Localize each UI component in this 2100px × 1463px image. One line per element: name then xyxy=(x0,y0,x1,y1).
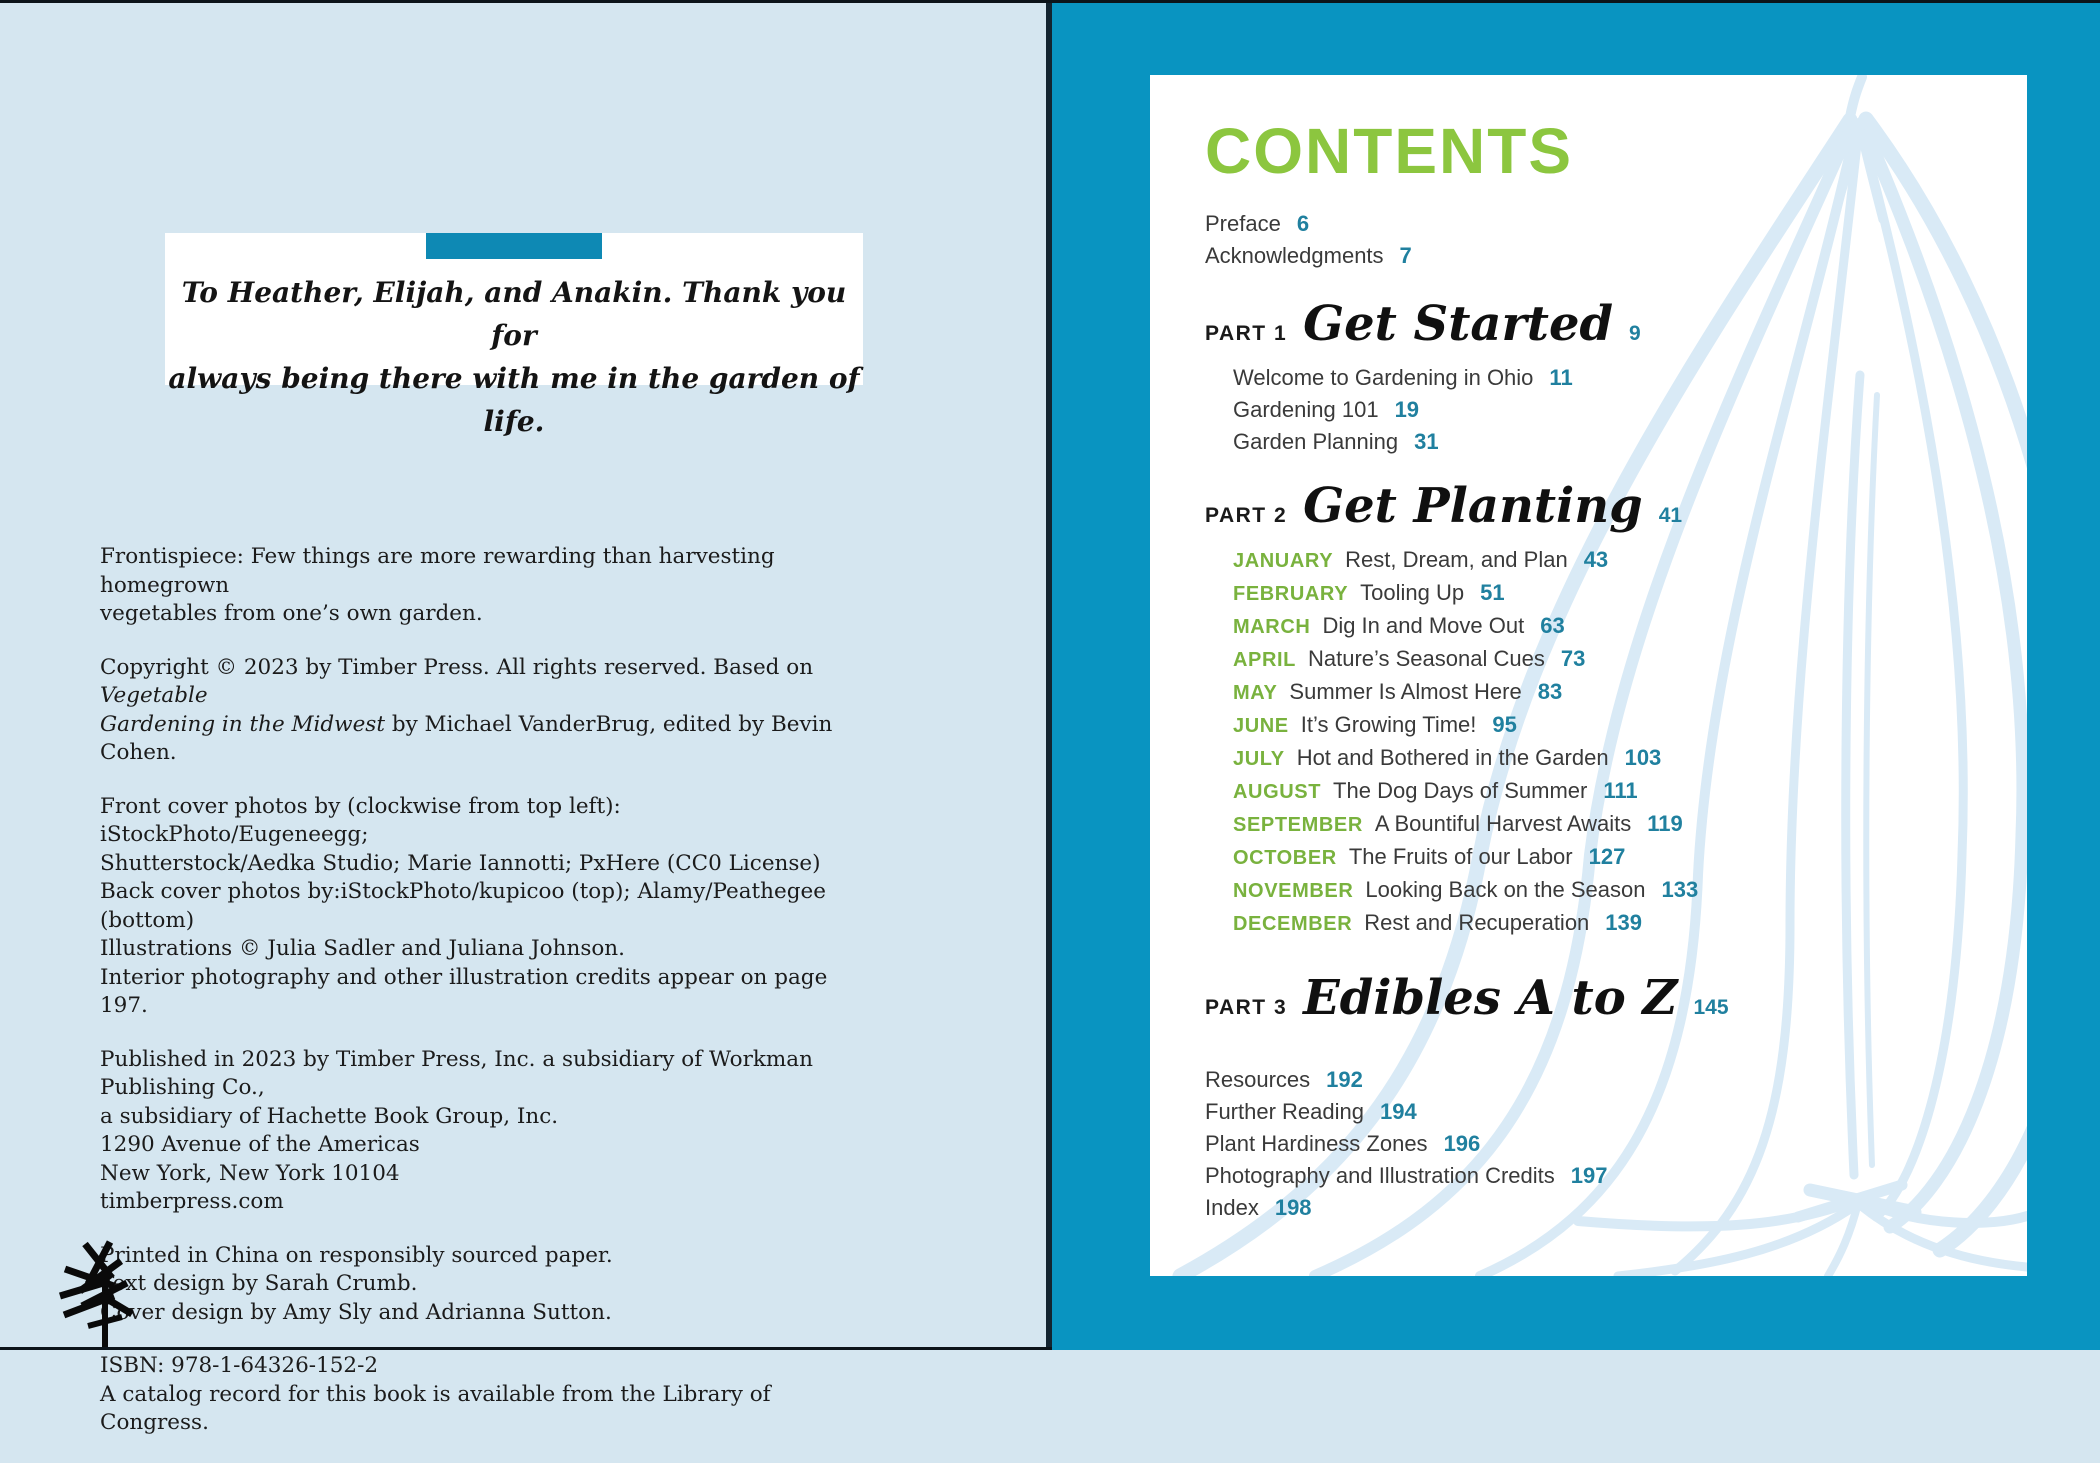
publisher-paragraph: Published in 2023 by Timber Press, Inc. a subsidiary of Workman Publishing Co., a subsidiary of Hachette Book Group, Inc. 1290 Avenue of the Americas New York, New York 10104 timberpress.com xyxy=(100,1046,813,1214)
month-label: JULY xyxy=(1233,748,1285,770)
page-number: 83 xyxy=(1537,679,1563,704)
part-2-items xyxy=(1233,548,1997,936)
month-label: FEBRUARY xyxy=(1233,583,1349,605)
month-label: OCTOBER xyxy=(1233,847,1337,869)
bare-tree-sketch-icon xyxy=(52,1238,162,1350)
copyright-page xyxy=(0,0,1046,1435)
toc-entry-acknowledgments[interactable]: Acknowledgments 7 xyxy=(1205,243,1412,268)
part-kicker: PART 3 xyxy=(1205,996,1288,1019)
frontispiece-paragraph: Frontispiece: Few things are more rewarding than harvesting homegrown vegetables from one’s own garden. xyxy=(100,544,775,626)
month-label: APRIL xyxy=(1233,649,1296,671)
part-title: Edibles A to Z xyxy=(1303,970,1678,1026)
part-title: Get Planting xyxy=(1303,478,1643,534)
isbn-number: ISBN: 978-1-64326-152-2 xyxy=(100,1353,379,1378)
copyright-paragraph: Copyright © 2023 by Timber Press. All rights reserved. Based on Vegetable Gardening in the Midwest by Michael VanderBrug, edited by Bevin Cohen. xyxy=(100,654,833,765)
part-title: Get Started xyxy=(1303,296,1614,352)
page-number: 9 xyxy=(1629,322,1641,345)
scan-edge-top xyxy=(0,0,2100,3)
month-label: AUGUST xyxy=(1233,781,1322,803)
dedication-text xyxy=(165,271,863,443)
toc-entry-resources[interactable]: Resources 192 xyxy=(1205,1067,1363,1092)
page-number: 194 xyxy=(1379,1099,1417,1124)
part-kicker: PART 1 xyxy=(1205,322,1288,345)
month-label: JANUARY xyxy=(1233,550,1334,572)
publisher-website: timberpress.com xyxy=(100,1189,284,1214)
page-number: 11 xyxy=(1549,365,1573,390)
page-number: 51 xyxy=(1480,580,1505,605)
month-label: DECEMBER xyxy=(1233,913,1353,935)
toc-entry-september[interactable]: SEPTEMBER A Bountiful Harvest Awaits 119 xyxy=(1233,811,1683,836)
page-number: 198 xyxy=(1274,1195,1312,1220)
toc-entry-further-reading[interactable]: Further Reading 194 xyxy=(1205,1099,1417,1124)
dedication-accent-bar xyxy=(426,233,602,259)
dedication-line: always being there with me in the garden of life. xyxy=(168,362,860,438)
page-number: 145 xyxy=(1693,996,1729,1019)
part-2-heading[interactable] xyxy=(1205,478,1997,534)
table-of-contents xyxy=(1150,75,2027,1276)
page-number: 139 xyxy=(1605,910,1643,935)
back-matter-list xyxy=(1205,1068,1997,1220)
contents-title: CONTENTS xyxy=(1205,115,1573,187)
toc-entry-march[interactable]: MARCH Dig In and Move Out 63 xyxy=(1233,613,1565,638)
toc-entry-plant-hardiness-zones[interactable]: Plant Hardiness Zones 196 xyxy=(1205,1131,1481,1156)
toc-entry[interactable]: Gardening 101 19 xyxy=(1233,397,1420,422)
page-number: 111 xyxy=(1603,778,1638,803)
part-1-heading[interactable] xyxy=(1205,296,1997,352)
month-label: JUNE xyxy=(1233,715,1289,737)
toc-entry-january[interactable]: JANUARY Rest, Dream, and Plan 43 xyxy=(1233,547,1609,572)
page-number: 43 xyxy=(1583,547,1609,572)
toc-entry-november[interactable]: NOVEMBER Looking Back on the Season 133 xyxy=(1233,877,1699,902)
part-kicker: PART 2 xyxy=(1205,504,1288,527)
dedication-box xyxy=(165,233,863,438)
month-label: MAY xyxy=(1233,682,1278,704)
toc-entry-december[interactable]: DECEMBER Rest and Recuperation 139 xyxy=(1233,910,1643,935)
page-number: 63 xyxy=(1540,613,1565,638)
toc-entry[interactable]: Garden Planning 31 xyxy=(1233,429,1439,454)
page-number: 19 xyxy=(1394,397,1420,422)
production-paragraph: Printed in China on responsibly sourced paper. Text design by Sarah Crumb. Cover design by Amy Sly and Adrianna Sutton. xyxy=(100,1242,613,1325)
book-spine-gutter xyxy=(1046,0,1052,1350)
page-number: 73 xyxy=(1560,646,1586,671)
toc-entry[interactable]: Welcome to Gardening in Ohio 11 xyxy=(1233,365,1573,390)
page-number: 192 xyxy=(1326,1067,1363,1092)
page-number: 41 xyxy=(1658,504,1683,527)
page-number: 127 xyxy=(1588,844,1626,869)
page-number: 95 xyxy=(1492,712,1517,737)
part-3-heading[interactable] xyxy=(1205,970,1997,1026)
page-number: 197 xyxy=(1570,1163,1608,1188)
toc-entry-february[interactable]: FEBRUARY Tooling Up 51 xyxy=(1233,580,1505,605)
toc-entry-august[interactable]: AUGUST The Dog Days of Summer 111 xyxy=(1233,778,1638,803)
page-number: 196 xyxy=(1443,1131,1481,1156)
toc-entry-june[interactable]: JUNE It’s Growing Time! 95 xyxy=(1233,712,1517,737)
month-label: MARCH xyxy=(1233,616,1311,638)
toc-entry-photography-credits[interactable]: Photography and Illustration Credits 197 xyxy=(1205,1163,1608,1188)
toc-entry-index[interactable]: Index 198 xyxy=(1205,1195,1312,1220)
toc-entry-april[interactable]: APRIL Nature’s Seasonal Cues 73 xyxy=(1233,646,1586,671)
toc-entry-july[interactable]: JULY Hot and Bothered in the Garden 103 xyxy=(1233,745,1662,770)
month-label: SEPTEMBER xyxy=(1233,814,1363,836)
page-number: 31 xyxy=(1414,429,1439,454)
part-1-items xyxy=(1233,366,1997,454)
isbn-paragraph: ISBN: 978-1-64326-152-2 A catalog record for this book is available from the Library of Congress. xyxy=(100,1353,771,1435)
page-number: 6 xyxy=(1296,211,1310,236)
toc-entry-may[interactable]: MAY Summer Is Almost Here 83 xyxy=(1233,679,1563,704)
toc-entry-preface[interactable]: Preface 6 xyxy=(1205,211,1310,236)
month-label: NOVEMBER xyxy=(1233,880,1354,902)
contents-panel xyxy=(1150,75,2027,1276)
toc-entry-october[interactable]: OCTOBER The Fruits of our Labor 127 xyxy=(1233,844,1626,869)
colophon-block xyxy=(100,543,860,1463)
page-number: 133 xyxy=(1661,877,1699,902)
page-number: 7 xyxy=(1399,243,1412,268)
page-number: 119 xyxy=(1647,811,1683,836)
dedication-line: To Heather, Elijah, and Anakin. Thank you for xyxy=(181,276,847,352)
photo-credits-paragraph: Front cover photos by (clockwise from top left): iStockPhoto/Eugeneegg; Shutterstock/Aedka Studio; Marie Iannotti; PxHere (CC0 License) Back cover photos by:iStockPhoto/kupicoo (top); Alamy/Peathegee (bottom) Illustrations © Julia Sadler and Juliana Johnson. Interior photography and other illustration credits appear on page 197. xyxy=(100,793,828,1018)
page-number: 103 xyxy=(1624,745,1662,770)
